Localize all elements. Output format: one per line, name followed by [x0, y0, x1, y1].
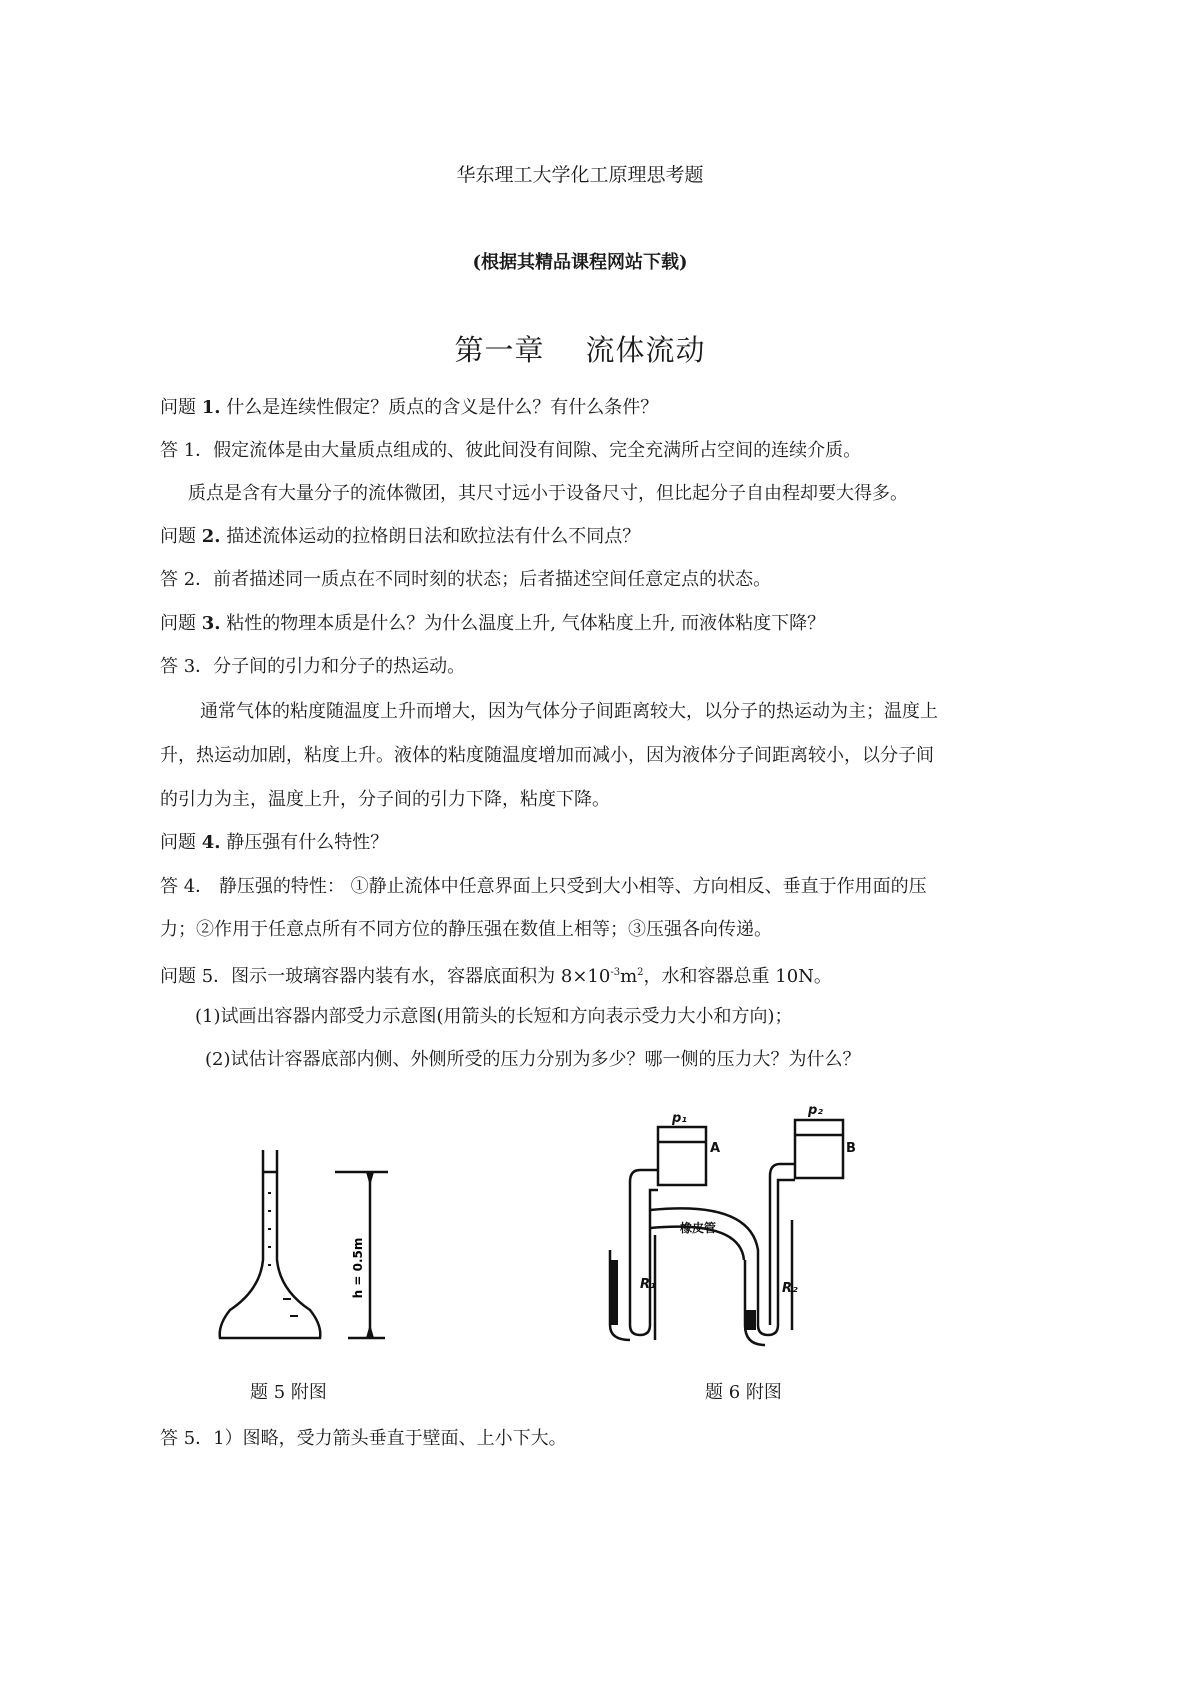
question-2: 问题 2. 描述流体运动的拉格朗日法和欧拉法有什么不同点？ — [160, 526, 641, 547]
answer-3-line-1: 答 3．分子间的引力和分子的热运动。 — [160, 656, 466, 677]
question-3: 问题 3. 粘性的物理本质是什么？为什么温度上升, 气体粘度上升, 而液体粘度下降？ — [160, 613, 826, 634]
answer-3-line-2: 通常气体的粘度随温度上升而增大，因为气体分子间距离较大，以分子的热运动为主；温度上 — [200, 701, 938, 722]
figure-5-flask-diagram — [210, 1150, 410, 1350]
question-5: 问题 5．图示一玻璃容器内装有水，容器底面积为 $8\times 10^{-3}m^2$，水和容器总重 10N。 — [160, 966, 832, 987]
label-r1: R₁ — [640, 1277, 656, 1292]
answer-2: 答 2．前者描述同一质点在不同时刻的状态；后者描述空间任意定点的状态。 — [160, 569, 772, 590]
label-p2: p₂ — [808, 1103, 823, 1118]
chapter-heading — [0, 333, 1160, 367]
figure-5-caption: 题 5 附图 — [250, 1382, 327, 1403]
question-5-part-2: (2)试估计容器底部内侧、外侧所受的压力分别为多少？哪一侧的压力大？为什么？ — [205, 1049, 861, 1070]
question-1: 问题 1. 什么是连续性假定？质点的含义是什么？有什么条件？ — [160, 397, 659, 418]
label-a: A — [710, 1141, 721, 1156]
figure-6-caption: 题 6 附图 — [705, 1382, 782, 1403]
document-subtitle: (根据其精品课程网站下载) — [472, 252, 688, 273]
label-r2: R₂ — [782, 1281, 798, 1296]
label-b: B — [846, 1141, 856, 1156]
question-5-part-1: (1)试画出容器内部受力示意图(用箭头的长短和方向表示受力大小和方向)； — [195, 1006, 793, 1027]
answer-4-line-1: 答 4． 静压强的特性： ①静止流体中任意界面上只受到大小相等、方向相反、垂直于作用面的压 — [160, 876, 927, 897]
chapter-number: 第一章 — [454, 333, 545, 367]
label-p1: p₁ — [672, 1111, 687, 1126]
answer-3-line-4: 的引力为主，温度上升，分子间的引力下降，粘度下降。 — [160, 789, 610, 810]
answer-3-line-3: 升，热运动加剧，粘度上升。液体的粘度随温度增加而减小，因为液体分子间距离较小，以分子间 — [160, 745, 934, 766]
answer-1-line-2: 质点是含有大量分子的流体微团，其尺寸远小于设备尺寸，但比起分子自由程却要大得多。 — [188, 483, 908, 504]
answer-4-line-2: 力；②作用于任意点所有不同方位的静压强在数值上相等；③压强各向传递。 — [160, 919, 772, 940]
question-4: 问题 4. 静压强有什么特性？ — [160, 832, 389, 853]
answer-1-line-1: 答 1．假定流体是由大量质点组成的、彼此间没有间隙、完全充满所占空间的连续介质。 — [160, 440, 862, 461]
height-label: h = 0.5m — [351, 1237, 365, 1299]
label-rubber-tube: 橡皮管 — [680, 1221, 717, 1235]
answer-5-line-1: 答 5．1）图略，受力箭头垂直于壁面、上小下大。 — [160, 1428, 567, 1449]
figure-6-manometer-diagram — [600, 1100, 870, 1350]
document-title: 华东理工大学化工原理思考题 — [456, 164, 704, 186]
chapter-title: 流体流动 — [585, 333, 706, 367]
